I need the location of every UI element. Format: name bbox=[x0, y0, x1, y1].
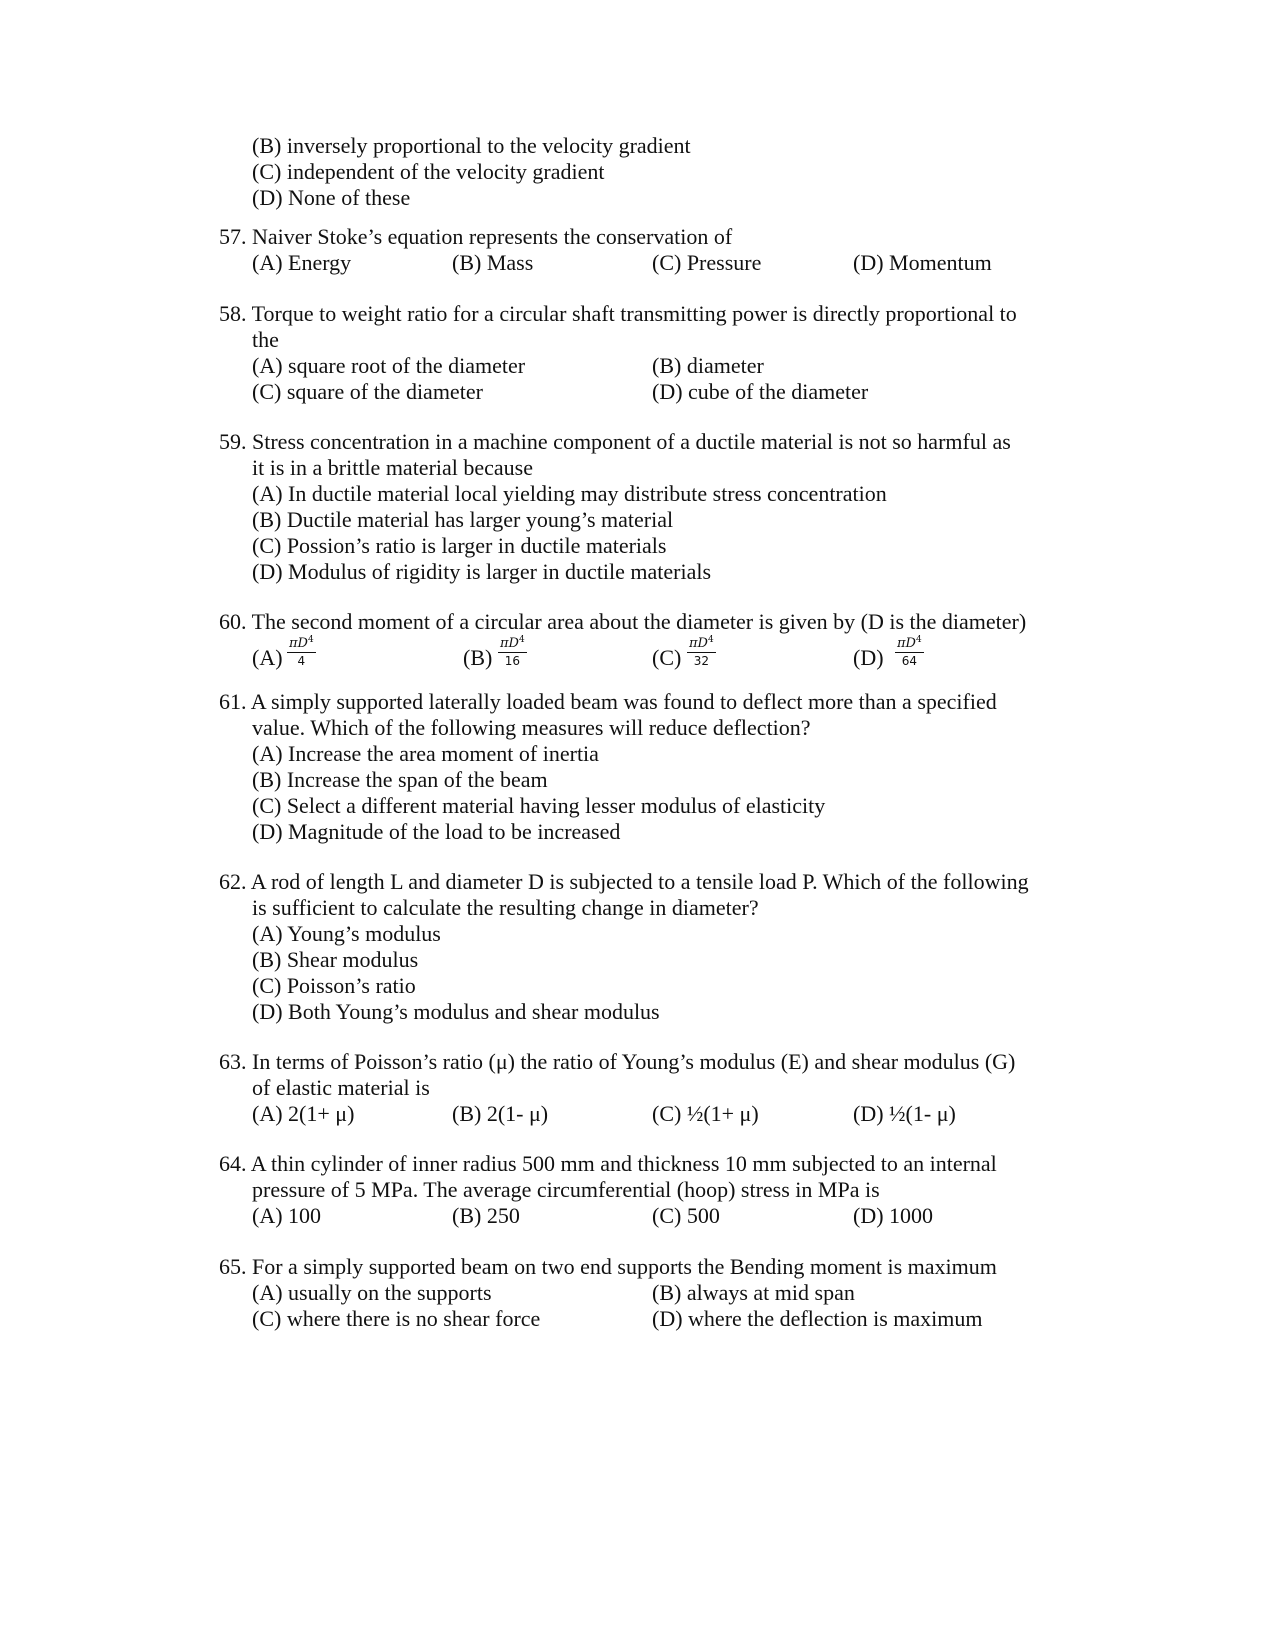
q64-option-b: (B) 250 bbox=[452, 1203, 520, 1228]
q60-fraction-a bbox=[287, 636, 316, 670]
fraction-denominator: 16 bbox=[504, 654, 520, 668]
q61-option-b: (B) Increase the span of the beam bbox=[252, 767, 548, 792]
fraction-numerator: $\pi D^4$ bbox=[689, 635, 714, 651]
q63-option-d: (D) ½(1- μ) bbox=[853, 1101, 956, 1126]
q58-option-c: (C) square of the diameter bbox=[252, 379, 483, 404]
q60-fraction-d bbox=[895, 636, 924, 670]
q60-fraction-c bbox=[687, 636, 716, 670]
q62-stem-line1: 62. A rod of length L and diameter D is subjected to a tensile load P. Which of the following bbox=[219, 869, 1029, 894]
q60-option-c: (C) bbox=[652, 645, 682, 670]
q60-option-b: (B) bbox=[463, 645, 493, 670]
q64-stem-line1: 64. A thin cylinder of inner radius 500 mm and thickness 10 mm subjected to an internal bbox=[219, 1151, 997, 1176]
fraction-numerator: $\pi D^4$ bbox=[500, 635, 525, 651]
q59-option-a: (A) In ductile material local yielding may distribute stress concentration bbox=[252, 481, 887, 506]
q58-stem-line2: the bbox=[252, 327, 279, 352]
q65-option-b: (B) always at mid span bbox=[652, 1280, 855, 1305]
q58-option-a: (A) square root of the diameter bbox=[252, 353, 526, 378]
q63-option-c: (C) ½(1+ μ) bbox=[652, 1101, 759, 1126]
q64-option-c: (C) 500 bbox=[652, 1203, 720, 1228]
q61-option-c: (C) Select a different material having lesser modulus of elasticity bbox=[252, 793, 826, 818]
q61-stem-line1: 61. A simply supported laterally loaded beam was found to deflect more than a specified bbox=[219, 689, 997, 714]
q57-option-c: (C) Pressure bbox=[652, 250, 762, 275]
q65-stem: 65. For a simply supported beam on two end supports the Bending moment is maximum bbox=[219, 1254, 997, 1279]
q56-option-c: (C) independent of the velocity gradient bbox=[252, 159, 605, 184]
q62-option-b: (B) Shear modulus bbox=[252, 947, 419, 972]
q62-option-a: (A) Young’s modulus bbox=[252, 921, 441, 946]
fraction-denominator: 4 bbox=[297, 654, 306, 668]
q61-option-a: (A) Increase the area moment of inertia bbox=[252, 741, 599, 766]
fraction-denominator: 32 bbox=[693, 654, 709, 668]
q57-option-b: (B) Mass bbox=[452, 250, 534, 275]
q57-option-a: (A) Energy bbox=[252, 250, 352, 275]
q62-option-c: (C) Poisson’s ratio bbox=[252, 973, 416, 998]
q65-option-c: (C) where there is no shear force bbox=[252, 1306, 541, 1331]
q61-stem-line2: value. Which of the following measures will reduce deflection? bbox=[252, 715, 811, 740]
q65-option-a: (A) usually on the supports bbox=[252, 1280, 492, 1305]
fraction-denominator: 64 bbox=[901, 654, 917, 668]
q57-option-d: (D) Momentum bbox=[853, 250, 992, 275]
q58-stem-line1: 58. Torque to weight ratio for a circular shaft transmitting power is directly proportional to bbox=[219, 301, 1017, 326]
q61-option-d: (D) Magnitude of the load to be increased bbox=[252, 819, 621, 844]
q60-option-d: (D) bbox=[853, 645, 884, 670]
q64-option-d: (D) 1000 bbox=[853, 1203, 934, 1228]
q59-option-c: (C) Possion’s ratio is larger in ductile materials bbox=[252, 533, 667, 558]
q59-stem-line2: it is in a brittle material because bbox=[252, 455, 534, 480]
q63-stem-line2: of elastic material is bbox=[252, 1075, 430, 1100]
q56-option-d: (D) None of these bbox=[252, 185, 411, 210]
q63-option-a: (A) 2(1+ μ) bbox=[252, 1101, 355, 1126]
q57-stem: 57. Naiver Stoke’s equation represents the conservation of bbox=[219, 224, 733, 249]
q63-option-b: (B) 2(1- μ) bbox=[452, 1101, 549, 1126]
q59-stem-line1: 59. Stress concentration in a machine component of a ductile material is not so harmful as bbox=[219, 429, 1011, 454]
fraction-numerator: $\pi D^4$ bbox=[289, 635, 314, 651]
q62-stem-line2: is sufficient to calculate the resulting change in diameter? bbox=[252, 895, 759, 920]
q58-option-d: (D) cube of the diameter bbox=[652, 379, 869, 404]
q63-stem-line1: 63. In terms of Poisson’s ratio (μ) the ratio of Young’s modulus (E) and shear modulus (G) bbox=[219, 1049, 1016, 1074]
q58-option-b: (B) diameter bbox=[652, 353, 764, 378]
q62-option-d: (D) Both Young’s modulus and shear modulus bbox=[252, 999, 660, 1024]
q64-option-a: (A) 100 bbox=[252, 1203, 322, 1228]
q60-stem: 60. The second moment of a circular area about the diameter is given by (D is the diameter) bbox=[219, 609, 1027, 634]
q64-stem-line2: pressure of 5 MPa. The average circumferential (hoop) stress in MPa is bbox=[252, 1177, 880, 1202]
q60-fraction-b bbox=[498, 636, 527, 670]
q65-option-d: (D) where the deflection is maximum bbox=[652, 1306, 983, 1331]
fraction-numerator: $\pi D^4$ bbox=[897, 635, 922, 651]
q60-option-a: (A) bbox=[252, 645, 283, 670]
q56-option-b: (B) inversely proportional to the velocity gradient bbox=[252, 133, 691, 158]
q59-option-b: (B) Ductile material has larger young’s material bbox=[252, 507, 674, 532]
q59-option-d: (D) Modulus of rigidity is larger in ductile materials bbox=[252, 559, 712, 584]
